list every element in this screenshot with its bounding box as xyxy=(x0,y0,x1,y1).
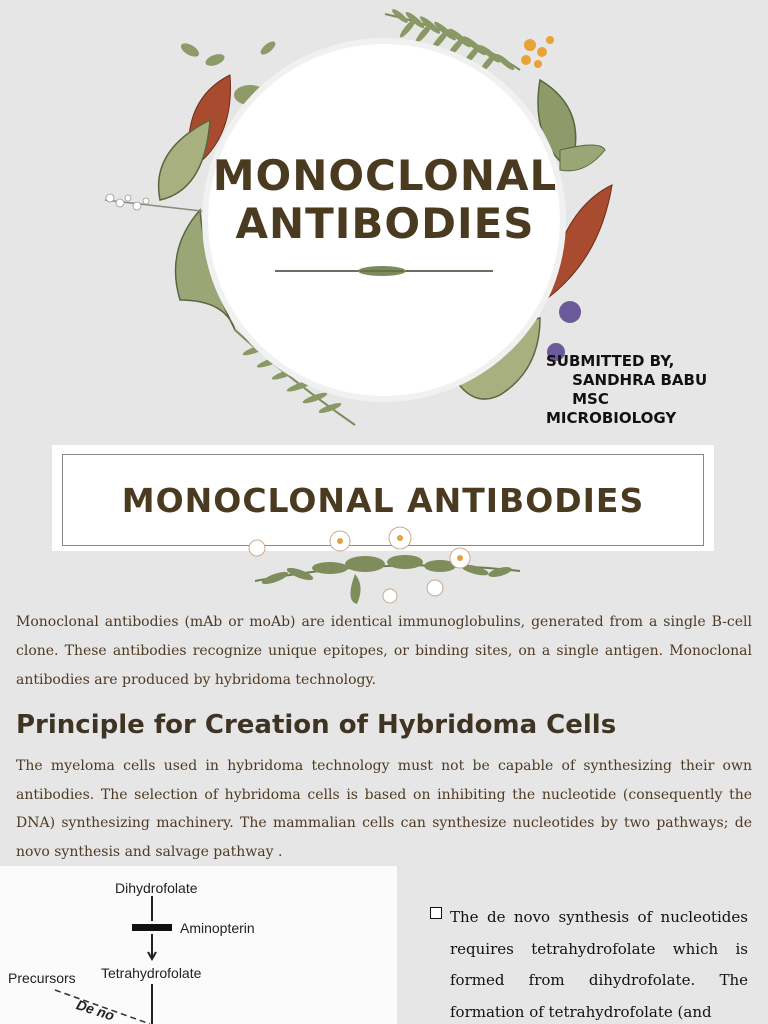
content-slide xyxy=(0,432,768,1024)
principle-paragraph: The myeloma cells used in hybridoma technology must not be capable of synthesizing their own antibodies. The selection of hybridoma cells is based on inhibiting the nucleotide (consequently the DNA) synthesizing machinery. The mammalian cells can synthesize nucleotides by two pathways; de novo synthesis and salvage pathway . xyxy=(16,758,752,860)
section-heading: Principle for Creation of Hybridoma Cells xyxy=(16,710,617,740)
floral-garland-illustration xyxy=(245,526,525,606)
label-tetrahydrofolate: Tetrahydrofolate xyxy=(101,965,202,981)
label-de-novo: De no xyxy=(74,996,117,1024)
checkbox-bullet-icon xyxy=(430,907,442,919)
pathway-figure xyxy=(0,866,397,1024)
label-aminopterin: Aminopterin xyxy=(180,920,255,936)
label-precursors: Precursors xyxy=(8,970,76,986)
submitted-by: SUBMITTED BY, SANDHRA BABU MSC MICROBIOLOGY xyxy=(546,352,708,427)
pathway-diagram xyxy=(0,866,397,1024)
bullet-text: The de novo synthesis of nucleotides requires tetrahydrofolate which is formed from dihydrofolate. The formation of tetrahydrofolate (and xyxy=(450,908,748,1021)
intro-paragraph: Monoclonal antibodies (mAb or moAb) are identical immunoglobulins, generated from a single B-cell clone. These antibodies recognize unique epitopes, or binding sites, on a single antigen. Monoclonal antibodies are produced by hybridoma technology. xyxy=(16,614,752,688)
label-dihydrofolate: Dihydrofolate xyxy=(115,880,198,896)
title-slide xyxy=(0,0,768,432)
bullet-point xyxy=(430,902,748,1024)
content-title: MONOCLONAL ANTIBODIES xyxy=(121,480,645,520)
slide-title: MONOCLONAL ANTIBODIES xyxy=(212,151,558,248)
leaf-ornament-icon xyxy=(352,262,412,280)
